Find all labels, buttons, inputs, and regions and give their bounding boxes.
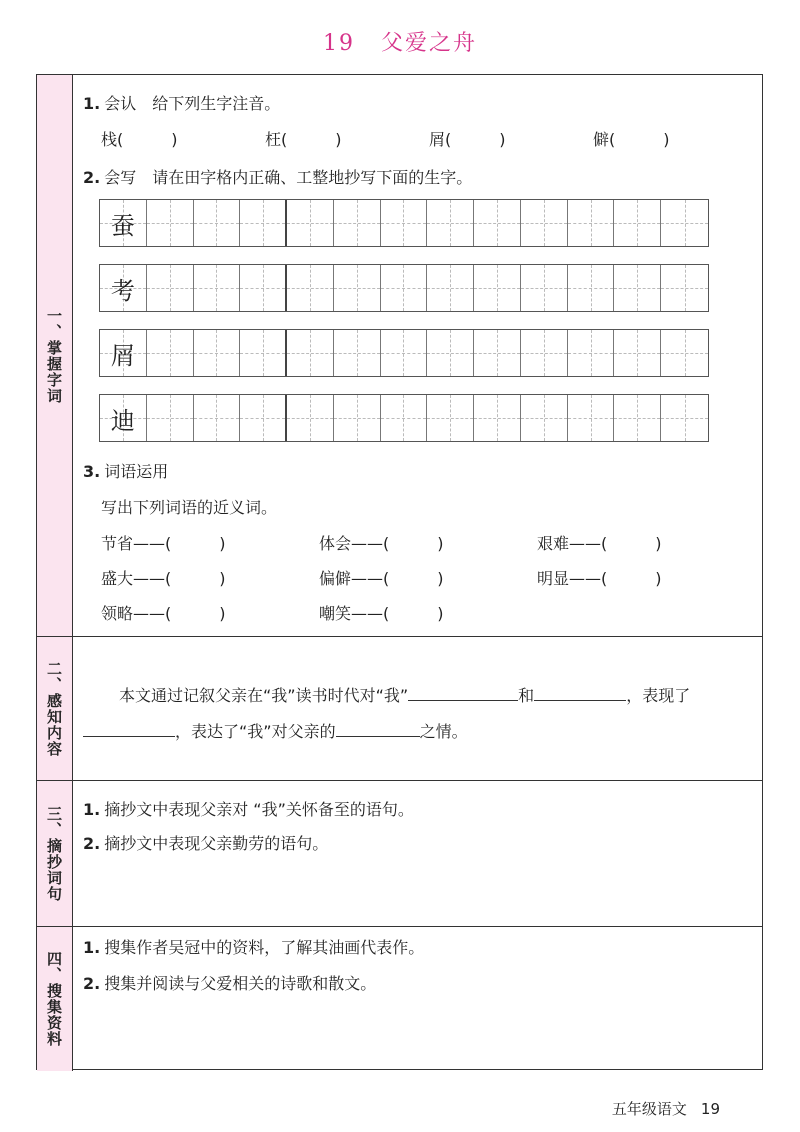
writing-grid-row: [99, 329, 709, 377]
writing-cell[interactable]: [147, 395, 194, 441]
writing-cell[interactable]: [427, 200, 474, 246]
writing-cell[interactable]: [287, 200, 334, 246]
synonym-item[interactable]: 领略——( ): [101, 604, 226, 623]
synonym-item[interactable]: 体会——( ): [319, 534, 444, 553]
excerpt-task: 2. 摘抄文中表现父亲勤劳的语句。: [83, 834, 329, 853]
writing-cell[interactable]: [521, 330, 568, 376]
page-footer: [612, 1098, 720, 1119]
writing-cell[interactable]: [381, 200, 428, 246]
pinyin-item[interactable]: 栈( ): [101, 130, 178, 149]
synonym-item[interactable]: 嘲笑——( ): [319, 604, 444, 623]
writing-cell[interactable]: [661, 200, 708, 246]
research-task: 1. 搜集作者吴冠中的资料，了解其油画代表作。: [83, 938, 425, 957]
writing-cell[interactable]: [147, 330, 194, 376]
synonym-item[interactable]: 偏僻——( ): [319, 569, 444, 588]
writing-cell[interactable]: [194, 330, 241, 376]
writing-cell[interactable]: [381, 330, 428, 376]
answer-blank[interactable]: [408, 684, 518, 701]
writing-cell[interactable]: [194, 265, 241, 311]
answer-blank[interactable]: [83, 720, 175, 737]
summary-line-1: 本文通过记叙父亲在“我”读书时代对“我” 和 ，表现了: [119, 686, 691, 705]
writing-cell[interactable]: [661, 395, 708, 441]
question-word-use: 3. 词语运用: [83, 462, 169, 481]
synonym-item[interactable]: 明显——( ): [537, 569, 662, 588]
writing-cell[interactable]: [474, 330, 521, 376]
lesson-title: [0, 26, 800, 57]
char-cell: 蚕: [100, 200, 147, 246]
writing-cell[interactable]: [568, 265, 615, 311]
section-collect-materials: [37, 927, 762, 1071]
writing-cell[interactable]: [427, 330, 474, 376]
writing-cell[interactable]: [334, 330, 381, 376]
writing-cell[interactable]: [147, 200, 194, 246]
writing-cell[interactable]: [614, 265, 661, 311]
writing-cell[interactable]: [194, 395, 241, 441]
writing-cell[interactable]: [614, 330, 661, 376]
question-write: 2. 会写 请在田字格内正确、工整地抄写下面的生字。: [83, 168, 473, 187]
summary-line-2: ，表达了“我”对父亲的 之情。: [83, 719, 468, 742]
writing-cell[interactable]: [427, 265, 474, 311]
question-recognize: 1. 会认 给下列生字注音。: [83, 94, 281, 113]
lesson-number: 19: [322, 31, 355, 56]
char-cell: 迪: [100, 395, 147, 441]
writing-cell[interactable]: [194, 200, 241, 246]
section-content: [73, 637, 762, 780]
writing-cell[interactable]: [614, 395, 661, 441]
writing-cell[interactable]: [521, 265, 568, 311]
writing-cell[interactable]: [661, 330, 708, 376]
writing-cell[interactable]: [427, 395, 474, 441]
writing-grid-row: [99, 199, 709, 247]
writing-cell[interactable]: [521, 395, 568, 441]
synonym-item[interactable]: 艰难——( ): [537, 534, 662, 553]
writing-cell[interactable]: [568, 200, 615, 246]
writing-cell[interactable]: [381, 265, 428, 311]
writing-cell[interactable]: [334, 200, 381, 246]
pinyin-item[interactable]: 枉( ): [265, 130, 342, 149]
writing-cell[interactable]: [334, 395, 381, 441]
section-content: [73, 781, 762, 926]
worksheet-frame: [36, 74, 763, 1070]
pinyin-item[interactable]: 僻( ): [593, 130, 670, 149]
section-label: 一、掌握字词: [37, 75, 73, 636]
synonym-item[interactable]: 节省——( ): [101, 534, 226, 553]
answer-blank[interactable]: [336, 720, 420, 737]
char-cell: 考: [100, 265, 147, 311]
writing-cell[interactable]: [147, 265, 194, 311]
writing-grid-row: [99, 264, 709, 312]
writing-cell[interactable]: [568, 330, 615, 376]
writing-cell[interactable]: [381, 395, 428, 441]
book-name: 五年级语文: [611, 1100, 687, 1118]
char-cell: 屑: [100, 330, 147, 376]
word-use-instruction: 写出下列词语的近义词。: [101, 498, 278, 517]
writing-cell[interactable]: [240, 330, 287, 376]
writing-cell[interactable]: [287, 330, 334, 376]
writing-cell[interactable]: [240, 200, 287, 246]
writing-cell[interactable]: [474, 265, 521, 311]
section-perceive-content: [37, 637, 762, 781]
writing-cell[interactable]: [474, 200, 521, 246]
writing-cell[interactable]: [240, 395, 287, 441]
excerpt-task: 1. 摘抄文中表现父亲对 “我”关怀备至的语句。: [83, 800, 414, 819]
synonym-item[interactable]: 盛大——( ): [101, 569, 226, 588]
writing-cell[interactable]: [521, 200, 568, 246]
section-label: 四、搜集资料: [37, 927, 73, 1071]
section-label: 三、摘抄词句: [37, 781, 73, 926]
research-task: 2. 搜集并阅读与父爱相关的诗歌和散文。: [83, 974, 377, 993]
page-number: 19: [700, 1100, 720, 1118]
lesson-name: 父爱之舟: [380, 31, 477, 56]
section-content: [73, 927, 762, 1071]
section-content: [73, 75, 762, 636]
section-excerpt-sentences: [37, 781, 762, 927]
writing-cell[interactable]: [240, 265, 287, 311]
writing-grid-row: [99, 394, 709, 442]
section-label: 二、感知内容: [37, 637, 73, 780]
answer-blank[interactable]: [534, 684, 626, 701]
section-master-words: [37, 75, 762, 637]
writing-cell[interactable]: [568, 395, 615, 441]
writing-cell[interactable]: [287, 395, 334, 441]
pinyin-item[interactable]: 屑( ): [429, 130, 506, 149]
writing-cell[interactable]: [334, 265, 381, 311]
writing-cell[interactable]: [474, 395, 521, 441]
writing-cell[interactable]: [614, 200, 661, 246]
writing-cell[interactable]: [287, 265, 334, 311]
writing-cell[interactable]: [661, 265, 708, 311]
